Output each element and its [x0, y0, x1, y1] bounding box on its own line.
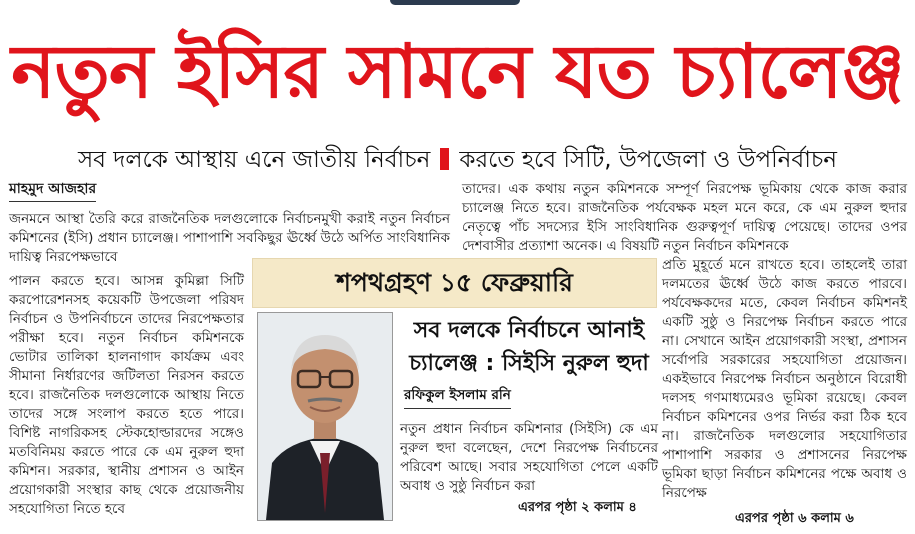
inner-story-title: সব দলকে নির্বাচনে আনাই চ্যালেঞ্জ : সিইসি নুরুল হুদা: [409, 318, 649, 376]
main-text-left-top: জনমনে আস্থা তৈরি করে রাজনৈতিক দলগুলোকে নির্বাচনমুখী করাই নতুন নির্বাচন কমিশনের (ইসি) প্রধান চ্যালেঞ্জ। পাশাপাশি সবকিছুর ঊর্ধ্বে উঠে অর্পিত সাংবিধানিক দায়িত্ব নিরপেক্ষভাবে: [9, 211, 450, 265]
main-continuation: এরপর পৃষ্ঠা ৬ কলাম ৬: [735, 511, 854, 526]
page-tab-decoration: [390, 0, 520, 5]
top-strip: [0, 0, 915, 7]
subhead-right: করতে হবে সিটি, উপজেলা ও উপনির্বাচন: [459, 147, 838, 173]
inner-byline: রফিকুল ইসলাম রনি: [404, 384, 511, 409]
main-byline: মাহমুদ আজহার: [9, 180, 96, 202]
main-story-left-top: [9, 180, 450, 267]
inner-story-body: [400, 420, 658, 496]
inner-story-text: নতুন প্রধান নির্বাচন কমিশনার (সিইসি) কে এম নুরুল হুদা বলেছেন, দেশে নিরপেক্ষ নির্বাচনের পরিবেশ আছে। সবার সহযোগিতা পেলে একটি অবাধ ও সুষ্ঠু নির্বাচন করা: [400, 421, 658, 494]
headline: নতুন ইসির সামনে যত চ্যালেঞ্জ: [11, 29, 904, 115]
oath-banner: শপথগ্রহণ ১৫ ফেব্রুয়ারি: [252, 258, 657, 308]
main-story-right-narrow: [662, 256, 907, 503]
red-square-separator: [440, 148, 449, 170]
subheadline: [4, 142, 911, 178]
subhead-left: সব দলকে আস্থায় এনে জাতীয় নির্বাচন: [77, 147, 431, 173]
main-text-left-narrow: পালন করতে হবে। আসন্ন কুমিল্লা সিটি করপোরেশনসহ কয়েকটি উপজেলা পরিষদ নির্বাচন ও উপনির্বাচনে তাদের নিরপেক্ষতার পরীক্ষা হবে। নতুন নির্বাচন কমিশনকে ভোটার তালিকা হালনাগাদ কার্যক্রম এবং সীমানা নির্ধারণের জটিলতা নিরসন করতে হবে। রাজনৈতিক দলগুলোকে আস্থায় নিতে তাদের সঙ্গে সংলাপ করতে হতে পারে। বিশিষ্ট নাগরিকসহ স্টেকহোল্ডারদের সঙ্গেও মতবিনিময় করতে পারে কে এম নুরুল হুদা কমিশন। সরকার, স্থানীয় প্রশাসন ও আইন প্রয়োগকারী সংস্থার কাছ থেকে প্রয়োজনীয় সহযোগিতা নিতে হবে: [9, 273, 244, 517]
inner-continuation: এরপর পৃষ্ঠা ২ কলাম ৪: [518, 500, 637, 515]
main-story-right-top: [462, 180, 907, 256]
main-text-right-narrow: প্রতি মুহূর্তে মনে রাখতে হবে। তাহলেই তারা দলমতের ঊর্ধ্বে উঠে কাজ করতে পারবে। পর্যবেক্ষকদের মতে, কেবল নির্বাচন কমিশনই একটি সুষ্ঠু ও নিরপেক্ষ নির্বাচন করতে পারে না। সেখানে আইন প্রয়োগকারী সংস্থা, প্রশাসন সর্বোপরি সরকারের সহযোগিতা প্রয়োজন। একইভাবে নিরপেক্ষ নির্বাচন অনুষ্ঠানে বিরোধী দলসহ গণমাধ্যমেরও ভূমিকা রয়েছে। কেবল নির্বাচন কমিশনের ওপর নির্ভর করা ঠিক হবে না। রাজনৈতিক দলগুলোর সহযোগিতার পাশাপাশি সরকার ও প্রশাসনের নিরপেক্ষ ভূমিকা ছাড়া নির্বাচন কমিশনের পক্ষে অবাধ ও নিরপেক্ষ: [662, 257, 907, 501]
main-story-left-narrow: [9, 272, 244, 519]
cec-portrait-photo: [257, 312, 393, 521]
main-text-right-top: তাদের। এক কথায় নতুন কমিশনকে সম্পূর্ণ নিরপেক্ষ ভূমিকায় থেকে কাজ করার চ্যালেঞ্জ নিতে হবে। রাজনৈতিক পর্যবেক্ষক মহল মনে করে, কে এম নুরুল হুদার নেতৃত্বে পাঁচ সদস্যের ইসি সাংবিধানিক গুরুত্বপূর্ণ দায়িত্ব পেয়েছে। তাদের ওপর দেশবাসীর প্রত্যাশা অনেক। এ বিষয়টি নতুন নির্বাচন কমিশনকে: [462, 181, 907, 254]
